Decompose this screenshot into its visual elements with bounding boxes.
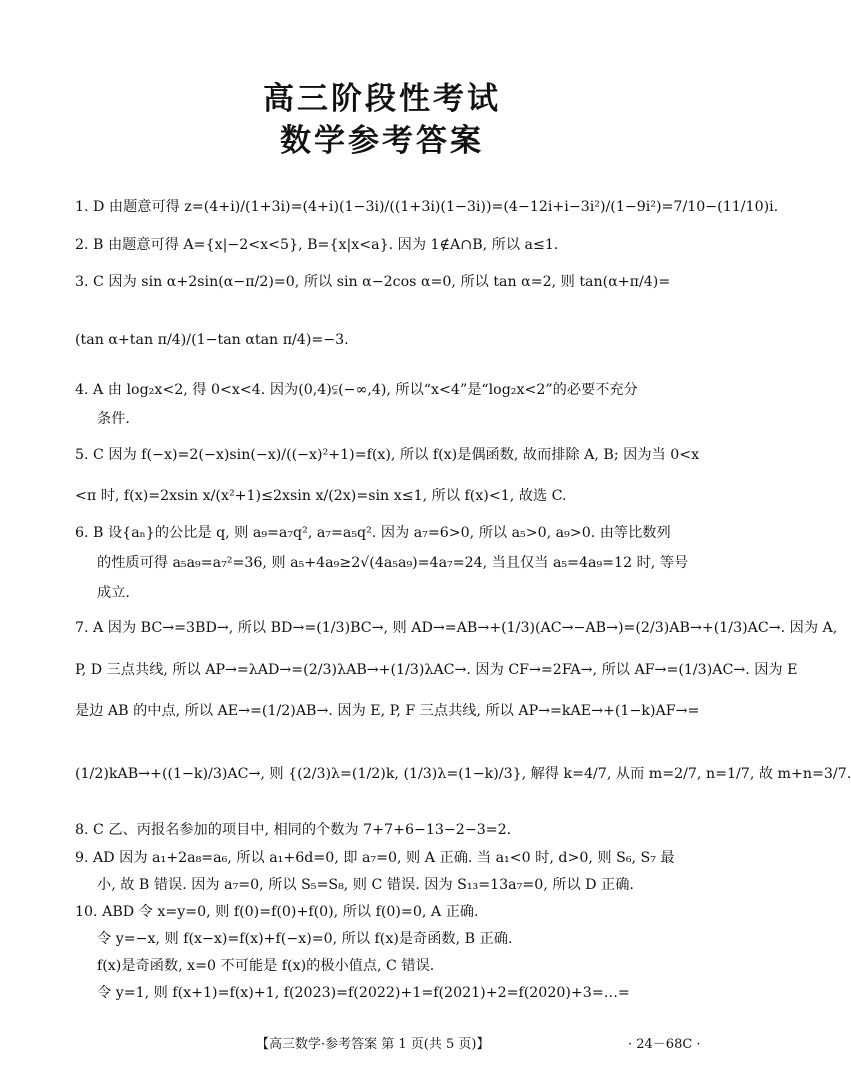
- answer-line: 9. AD 因为 a₁+2a₈=a₆, 所以 a₁+6d=0, 即 a₇=0, 则 A 正确. 当 a₁<0 时, d>0, 则 S₆, S₇ 最: [75, 850, 675, 866]
- answer-line: 的性质可得 a₅a₉=a₇²=36, 则 a₅+4a₉≥2√(4a₅a₉)=4a₇=24, 当且仅当 a₅=4a₉=12 时, 等号: [97, 555, 689, 571]
- answer-line: (tan α+tan π/4)/(1−tan αtan π/4)=−3.: [75, 332, 349, 348]
- answer-line: 10. ABD 令 x=y=0, 则 f(0)=f(0)+f(0), 所以 f(0)=0, A 正确.: [75, 904, 479, 920]
- answer-line: 7. A 因为 BC→=3BD→, 所以 BD→=(1/3)BC→, 则 AD→=AB→+(1/3)(AC→−AB→)=(2/3)AB→+(1/3)AC→. 因为 A,: [75, 620, 838, 636]
- answer-line: <π 时, f(x)=2xsin x/(x²+1)≤2xsin x/(2x)=sin x≤1, 所以 f(x)<1, 故选 C.: [75, 488, 567, 504]
- answer-line: 小, 故 B 错误. 因为 a₇=0, 所以 S₅=S₈, 则 C 错误. 因为 S₁₃=13a₇=0, 所以 D 正确.: [97, 877, 634, 893]
- page-title: 高三阶段性考试: [263, 81, 501, 117]
- answer-line: (1/2)kAB→+((1−k)/3)AC→, 则 {(2/3)λ=(1/2)k, (1/3)λ=(1−k)/3}, 解得 k=4/7, 从而 m=2/7, n=1/7, 故 m+n=3/7.: [75, 766, 851, 782]
- answer-line: 令 y=−x, 则 f(x−x)=f(x)+f(−x)=0, 所以 f(x)是奇函数, B 正确.: [97, 931, 513, 947]
- answer-line: 成立.: [97, 585, 130, 601]
- answer-line: 6. B 设{aₙ}的公比是 q, 则 a₉=a₇q², a₇=a₅q². 因为 a₇=6>0, 所以 a₅>0, a₉>0. 由等比数列: [75, 525, 671, 541]
- answer-line: P, D 三点共线, 所以 AP→=λAD→=(2/3)λAB→+(1/3)λAC→. 因为 CF→=2FA→, 所以 AF→=(1/3)AC→. 因为 E: [75, 662, 798, 678]
- answer-line: 条件.: [97, 411, 130, 427]
- answer-line: 2. B 由题意可得 A={x|−2<x<5}, B={x|x<a}. 因为 1∉A∩B, 所以 a≤1.: [75, 237, 559, 253]
- answer-line: 1. D 由题意可得 z=(4+i)/(1+3i)=(4+i)(1−3i)/((1+3i)(1−3i))=(4−12i+i−3i²)/(1−9i²)=7/10−(11/10)i.: [75, 199, 779, 215]
- answer-line: 3. C 因为 sin α+2sin(α−π/2)=0, 所以 sin α−2cos α=0, 所以 tan α=2, 则 tan(α+π/4)=: [75, 274, 671, 290]
- page-subtitle: 数学参考答案: [280, 123, 484, 159]
- answer-line: 8. C 乙、丙报名参加的项目中, 相同的个数为 7+7+6−13−2−3=2.: [75, 822, 512, 838]
- footer-code: · 24－68C ·: [628, 1037, 701, 1052]
- answer-line: 4. A 由 log₂x<2, 得 0<x<4. 因为(0,4)⫋(−∞,4), 所以“x<4”是“log₂x<2”的必要不充分: [75, 382, 638, 398]
- answer-line: 5. C 因为 f(−x)=2(−x)sin(−x)/((−x)²+1)=f(x), 所以 f(x)是偶函数, 故而排除 A, B; 因为当 0<x: [75, 447, 700, 463]
- answer-line: 是边 AB 的中点, 所以 AE→=(1/2)AB→. 因为 E, P, F 三点共线, 所以 AP→=kAE→+(1−k)AF→=: [75, 703, 700, 719]
- footer-page-label: 【高三数学·参考答案 第 1 页(共 5 页)】: [256, 1037, 490, 1052]
- answer-line: f(x)是奇函数, x=0 不可能是 f(x)的极小值点, C 错误.: [97, 958, 435, 974]
- answer-line: 令 y=1, 则 f(x+1)=f(x)+1, f(2023)=f(2022)+1=f(2021)+2=f(2020)+3=…=: [97, 985, 630, 1001]
